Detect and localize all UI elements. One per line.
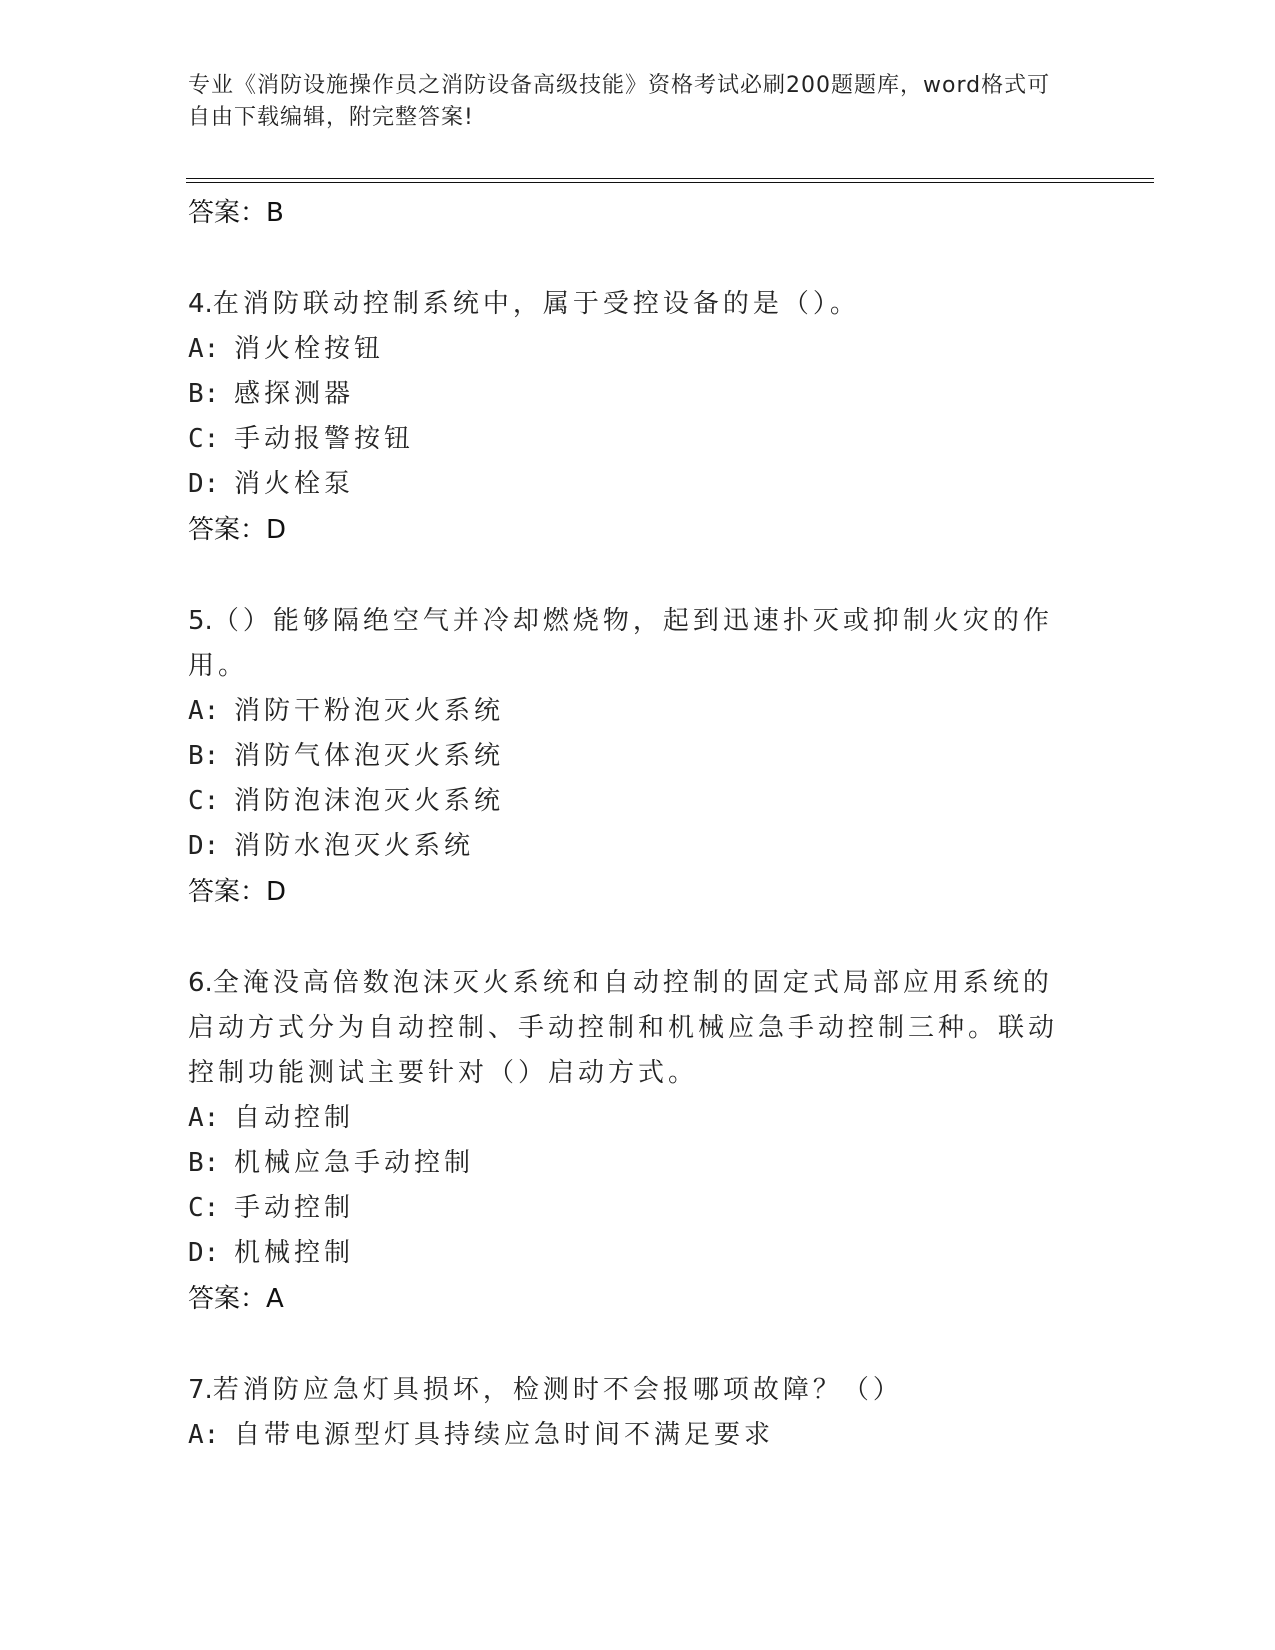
question-number: 6. — [188, 968, 213, 998]
question-text: 全淹没高倍数泡沫灭火系统和自动控制的固定式局部应用系统的启动方式分为自动控制、手动控制和机械应急手动控制三种。联动控制功能测试主要针对（）启动方式。 — [188, 968, 1059, 1088]
option-label: B: — [188, 379, 220, 409]
option-c — [188, 1186, 1068, 1231]
header-rule-top — [186, 178, 1154, 179]
option-label: D: — [188, 1238, 220, 1268]
option-label: A: — [188, 696, 220, 726]
answer-line — [188, 1276, 1068, 1322]
option-text: 手动控制 — [234, 1193, 355, 1223]
option-text: 机械控制 — [234, 1238, 355, 1268]
answer-value: D — [266, 515, 287, 545]
option-label: C: — [188, 424, 220, 454]
option-d — [188, 824, 1068, 869]
option-a — [188, 689, 1068, 734]
question-list — [188, 190, 1068, 1458]
answer-line — [188, 507, 1068, 553]
option-label: B: — [188, 1148, 220, 1178]
option-label: C: — [188, 1193, 220, 1223]
option-text: 消火栓按钮 — [234, 334, 385, 364]
option-c — [188, 417, 1068, 462]
option-text: 感探测器 — [234, 379, 355, 409]
answer-value: A — [266, 1284, 284, 1314]
option-label: B: — [188, 741, 220, 771]
option-label: A: — [188, 334, 220, 364]
question-text: （）能够隔绝空气并冷却燃烧物，起到迅速扑灭或抑制火灾的作用。 — [188, 606, 1053, 681]
question-text: 若消防应急灯具损坏，检测时不会报哪项故障？（） — [212, 1375, 903, 1405]
option-text: 消防泡沫泡灭火系统 — [234, 786, 505, 816]
option-d — [188, 462, 1068, 507]
question-stem — [188, 961, 1068, 1096]
option-d — [188, 1231, 1068, 1276]
answer-value: D — [266, 877, 287, 907]
answer-line — [188, 190, 1068, 236]
answer-label: 答案： — [188, 877, 267, 907]
option-text: 消防气体泡灭火系统 — [234, 741, 505, 771]
option-label: A: — [188, 1103, 220, 1133]
header-rule-bottom — [186, 182, 1154, 183]
option-a — [188, 1096, 1068, 1141]
spacer — [188, 1322, 1068, 1368]
option-text: 消防水泡灭火系统 — [234, 831, 475, 861]
answer-label: 答案： — [188, 198, 267, 228]
option-b — [188, 372, 1068, 417]
answer-label: 答案： — [188, 1284, 267, 1314]
option-c — [188, 779, 1068, 824]
option-text: 自动控制 — [234, 1103, 355, 1133]
question-number: 4. — [188, 289, 213, 319]
question-number: 5. — [188, 606, 213, 636]
option-a — [188, 327, 1068, 372]
question-stem — [188, 1368, 1068, 1413]
spacer — [188, 915, 1068, 961]
option-text: 消火栓泵 — [234, 469, 355, 499]
option-text: 手动报警按钮 — [234, 424, 415, 454]
answer-line — [188, 869, 1068, 915]
option-a — [188, 1413, 1068, 1458]
answer-value: B — [266, 198, 284, 228]
option-b — [188, 1141, 1068, 1186]
question-text: 在消防联动控制系统中，属于受控设备的是（）。 — [212, 289, 860, 319]
option-text: 消防干粉泡灭火系统 — [234, 696, 505, 726]
question-stem — [188, 282, 1068, 327]
option-label: A: — [188, 1420, 220, 1450]
document-header: 专业《消防设施操作员之消防设备高级技能》资格考试必刷200题题库，word格式可自由下载编辑，附完整答案! — [188, 73, 1051, 130]
spacer — [188, 553, 1068, 599]
question-number: 7. — [188, 1375, 213, 1405]
spacer — [188, 236, 1068, 282]
option-text: 机械应急手动控制 — [234, 1148, 475, 1178]
option-label: C: — [188, 786, 220, 816]
option-b — [188, 734, 1068, 779]
option-text: 自带电源型灯具持续应急时间不满足要求 — [234, 1420, 775, 1450]
question-stem — [188, 599, 1068, 689]
option-label: D: — [188, 831, 220, 861]
option-label: D: — [188, 469, 220, 499]
answer-label: 答案： — [188, 515, 267, 545]
